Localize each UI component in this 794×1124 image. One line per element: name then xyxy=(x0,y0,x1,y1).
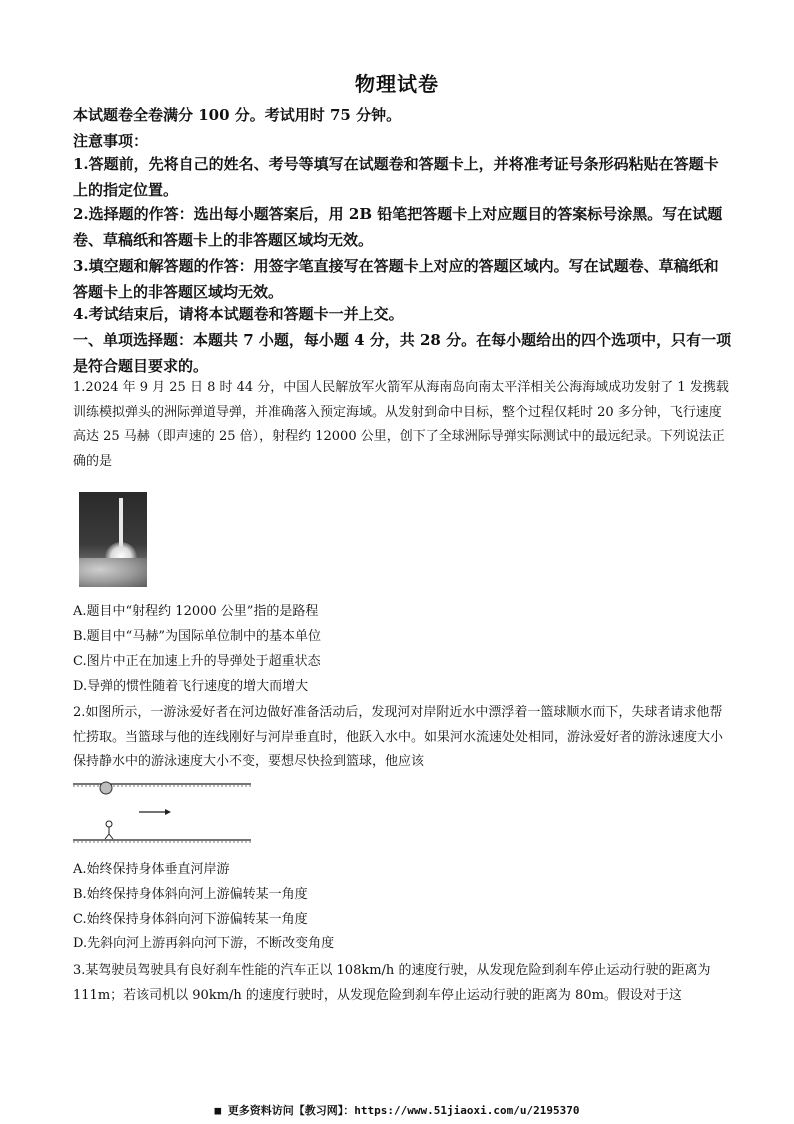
page-title: 物理试卷 xyxy=(355,72,439,96)
question-1-stem: 1.2024 年 9 月 25 日 8 时 44 分，中国人民解放军火箭军从海南岛向南太平洋相关公海海域成功发射了 1 发携载训练模拟弹头的洲际弹道导弹，并准确落入预定海域。从发射到命中目标，整个过程仅耗时 20 多分钟，飞行速度高达 25 马赫（即声速的 25 倍），射程约 12000 公里，创下了全球洲际导弹实际测试中的最远纪录。下列说法正确的是 xyxy=(73,380,729,469)
q2-option-c: C.始终保持身体斜向河下游偏转某一角度 xyxy=(73,912,308,927)
q1-option-c: C.图片中正在加速上升的导弹处于超重状态 xyxy=(73,654,321,669)
q2-option-d: D.先斜向河上游再斜向河下游，不断改变角度 xyxy=(73,936,335,951)
score-line: 本试题卷全卷满分 100 分。考试用时 75 分钟。 xyxy=(73,106,402,124)
q1-option-b: B.题目中“马赫”为国际单位制中的基本单位 xyxy=(73,629,321,644)
current-arrow-head xyxy=(165,809,171,815)
q1-option-a: A.题目中“射程约 12000 公里”指的是路程 xyxy=(73,604,319,619)
launch-smoke xyxy=(79,558,147,587)
swimmer-head-icon xyxy=(106,821,112,827)
notice-heading: 注意事项： xyxy=(73,132,149,150)
swimmer-leg-left xyxy=(105,834,109,839)
note-4: 4.考试结束后，请将本试题卷和答题卡一并上交。 xyxy=(73,305,404,323)
missile-launch-photo xyxy=(79,492,147,587)
river-diagram xyxy=(73,776,253,846)
note-3: 3.填空题和解答题的作答：用签字笔直接写在答题卡上对应的答题区域内。写在试题卷、草稿纸和答题卡上的非答题区域均无效。 xyxy=(73,257,719,301)
basketball-icon xyxy=(100,782,112,794)
swimmer-leg-right xyxy=(109,834,113,839)
note-2: 2.选择题的作答：选出每小题答案后，用 2B 铅笔把答题卡上对应题目的答案标号涂黑。写在试题卷、草稿纸和答题卡上的非答题区域均无效。 xyxy=(73,205,723,249)
question-2-stem: 2.如图所示，一游泳爱好者在河边做好准备活动后，发现河对岸附近水中漂浮着一篮球顺水而下，失球者请求他帮忙捞取。当篮球与他的连线刚好与河岸垂直时，他跃入水中。如果河水流速处处相同，游泳爱好者的游泳速度大小保持静水中的游泳速度大小不变，要想尽快捡到篮球，他应该 xyxy=(73,705,724,769)
q2-option-a: A.始终保持身体垂直河岸游 xyxy=(73,862,230,877)
q2-option-b: B.始终保持身体斜向河上游偏转某一角度 xyxy=(73,887,308,902)
question-3-stem: 3.某驾驶员驾驶具有良好刹车性能的汽车正以 108km/h 的速度行驶，从发现危险到刹车停止运动行驶的距离为 111m；若该司机以 90km/h 的速度行驶时，从发现危险到刹车停止运动行驶的距离为 80m。假设对于这 xyxy=(73,963,711,1003)
q1-option-d: D.导弹的惯性随着飞行速度的增大而增大 xyxy=(73,679,309,694)
footer-link[interactable]: ■ 更多资料访问【教习网】：https://www.51jiaoxi.com/u/2195370 xyxy=(214,1104,580,1117)
note-1: 1.答题前，先将自己的姓名、考号等填写在试题卷和答题卡上，并将准考证号条形码粘贴在答题卡上的指定位置。 xyxy=(73,155,719,199)
section-heading: 一、单项选择题：本题共 7 小题，每小题 4 分，共 28 分。在每小题给出的四个选项中，只有一项是符合题目要求的。 xyxy=(73,331,732,375)
